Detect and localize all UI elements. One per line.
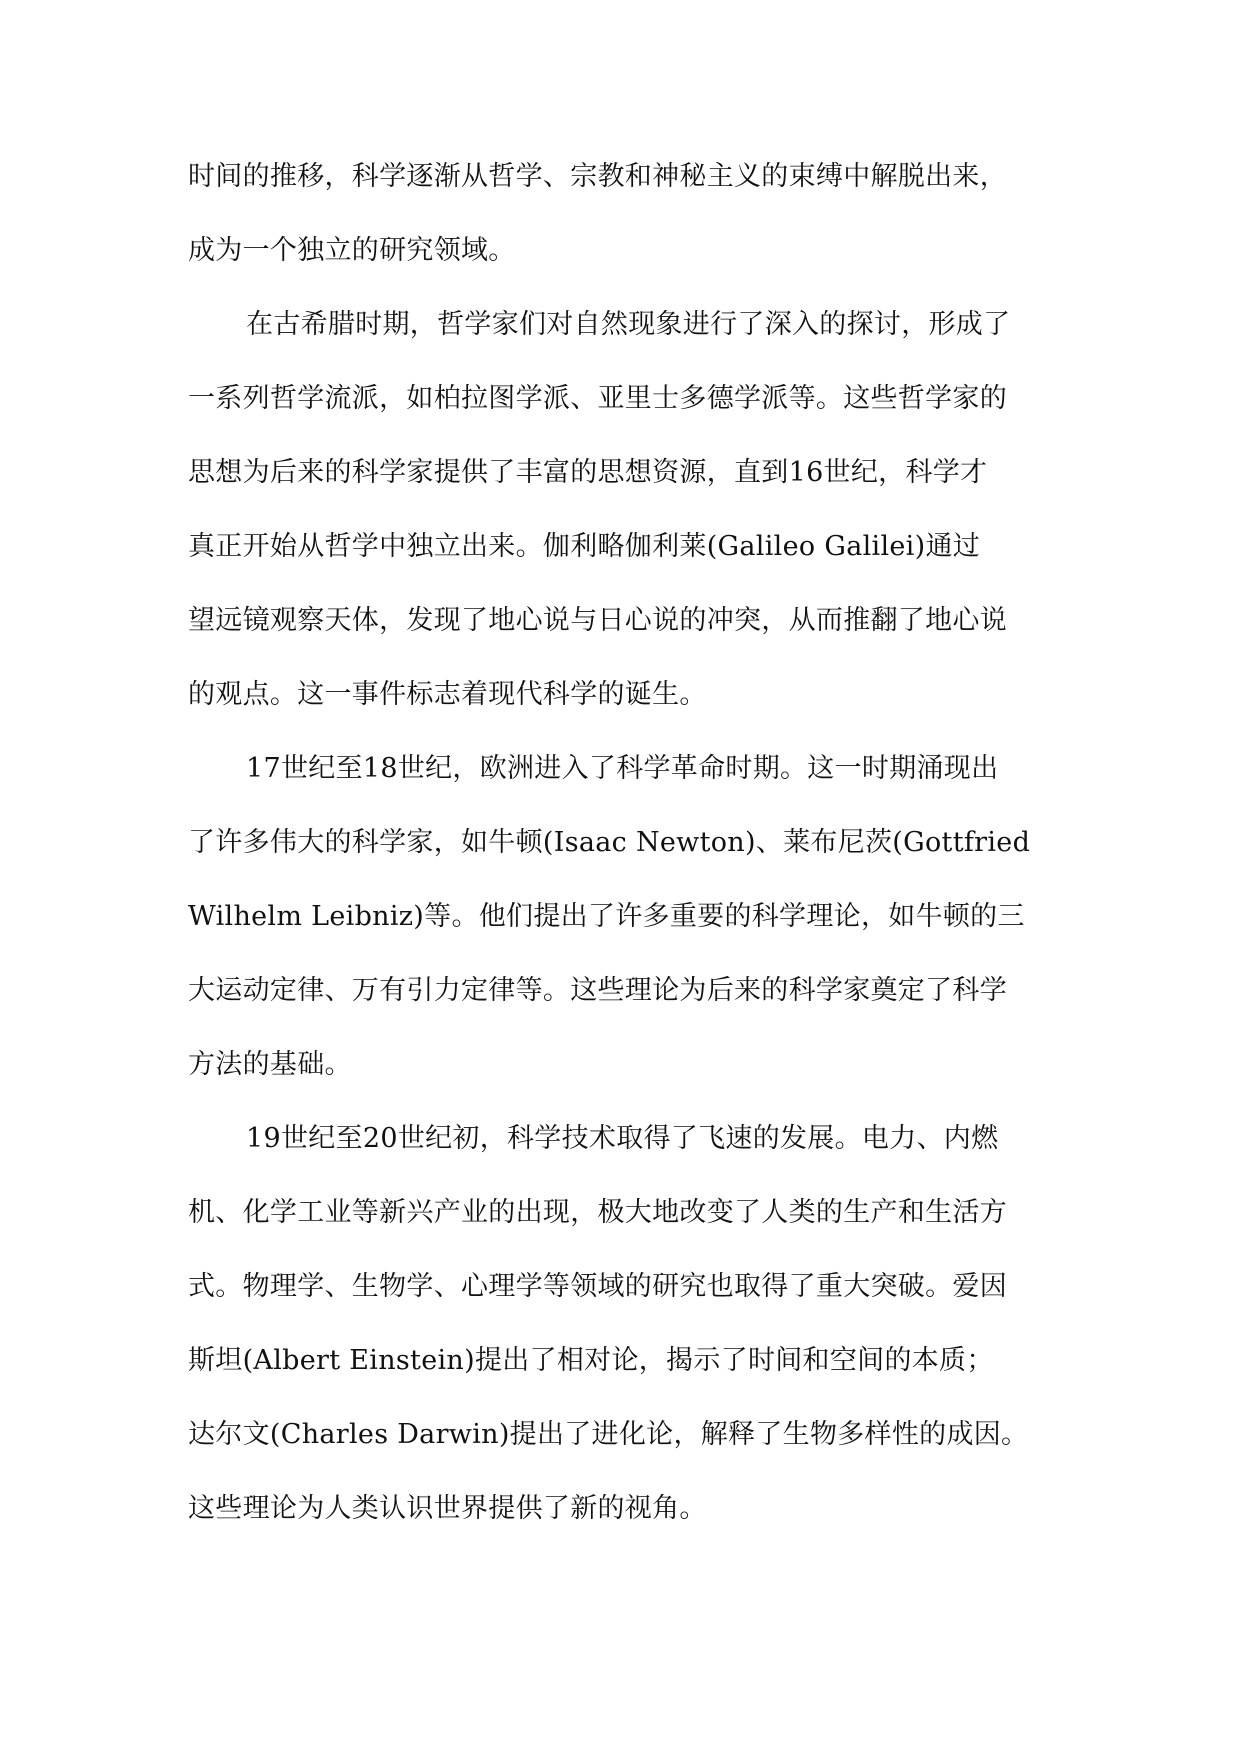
paragraph-ancient-greece-line-3: 思想为后来的科学家提供了丰富的思想资源，直到16世纪，科学才	[188, 457, 988, 488]
text-line-1: 时间的推移，科学逐渐从哲学、宗教和神秘主义的束缚中解脱出来，	[188, 161, 1007, 192]
paragraph-ancient-greece-line-5: 望远镜观察天体，发现了地心说与日心说的冲突，从而推翻了地心说	[188, 605, 1007, 636]
body-text	[188, 140, 1058, 1546]
paragraph-modern-era-line-5: 达尔文(Charles Darwin)提出了进化论，解释了生物多样性的成因。	[188, 1419, 1029, 1450]
paragraph-modern-era-line-6: 这些理论为人类认识世界提供了新的视角。	[188, 1493, 707, 1524]
paragraph-ancient-greece-line-6: 的观点。这一事件标志着现代科学的诞生。	[188, 679, 707, 710]
paragraph-ancient-greece-line-2: 一系列哲学流派，如柏拉图学派、亚里士多德学派等。这些哲学家的	[188, 383, 1007, 414]
text-line-2: 成为一个独立的研究领域。	[188, 235, 516, 266]
paragraph-scientific-revolution-line-3: Wilhelm Leibniz)等。他们提出了许多重要的科学理论，如牛顿的三	[188, 901, 1025, 932]
paragraph-modern-era-line-4: 斯坦(Albert Einstein)提出了相对论，揭示了时间和空间的本质；	[188, 1345, 994, 1376]
paragraph-scientific-revolution-line-4: 大运动定律、万有引力定律等。这些理论为后来的科学家奠定了科学	[188, 975, 1007, 1006]
paragraph-modern-era-line-2: 机、化学工业等新兴产业的出现，极大地改变了人类的生产和生活方	[188, 1197, 1007, 1228]
paragraph-modern-era-line-3: 式。物理学、生物学、心理学等领域的研究也取得了重大突破。爱因	[188, 1271, 1007, 1302]
paragraph-scientific-revolution-line-5: 方法的基础。	[188, 1049, 352, 1080]
paragraph-scientific-revolution-line-2: 了许多伟大的科学家，如牛顿(Isaac Newton)、莱布尼茨(Gottfried	[188, 827, 1031, 858]
paragraph-scientific-revolution-line-1: 17世纪至18世纪，欧洲进入了科学革命时期。这一时期涌现出	[246, 753, 999, 784]
paragraph-modern-era-line-1: 19世纪至20世纪初，科学技术取得了飞速的发展。电力、内燃	[246, 1123, 999, 1154]
paragraph-ancient-greece-line-1: 在古希腊时期，哲学家们对自然现象进行了深入的探讨，形成了	[246, 309, 1011, 340]
paragraph-ancient-greece-line-4: 真正开始从哲学中独立出来。伽利略伽利莱(Galileo Galilei)通过	[188, 531, 981, 562]
